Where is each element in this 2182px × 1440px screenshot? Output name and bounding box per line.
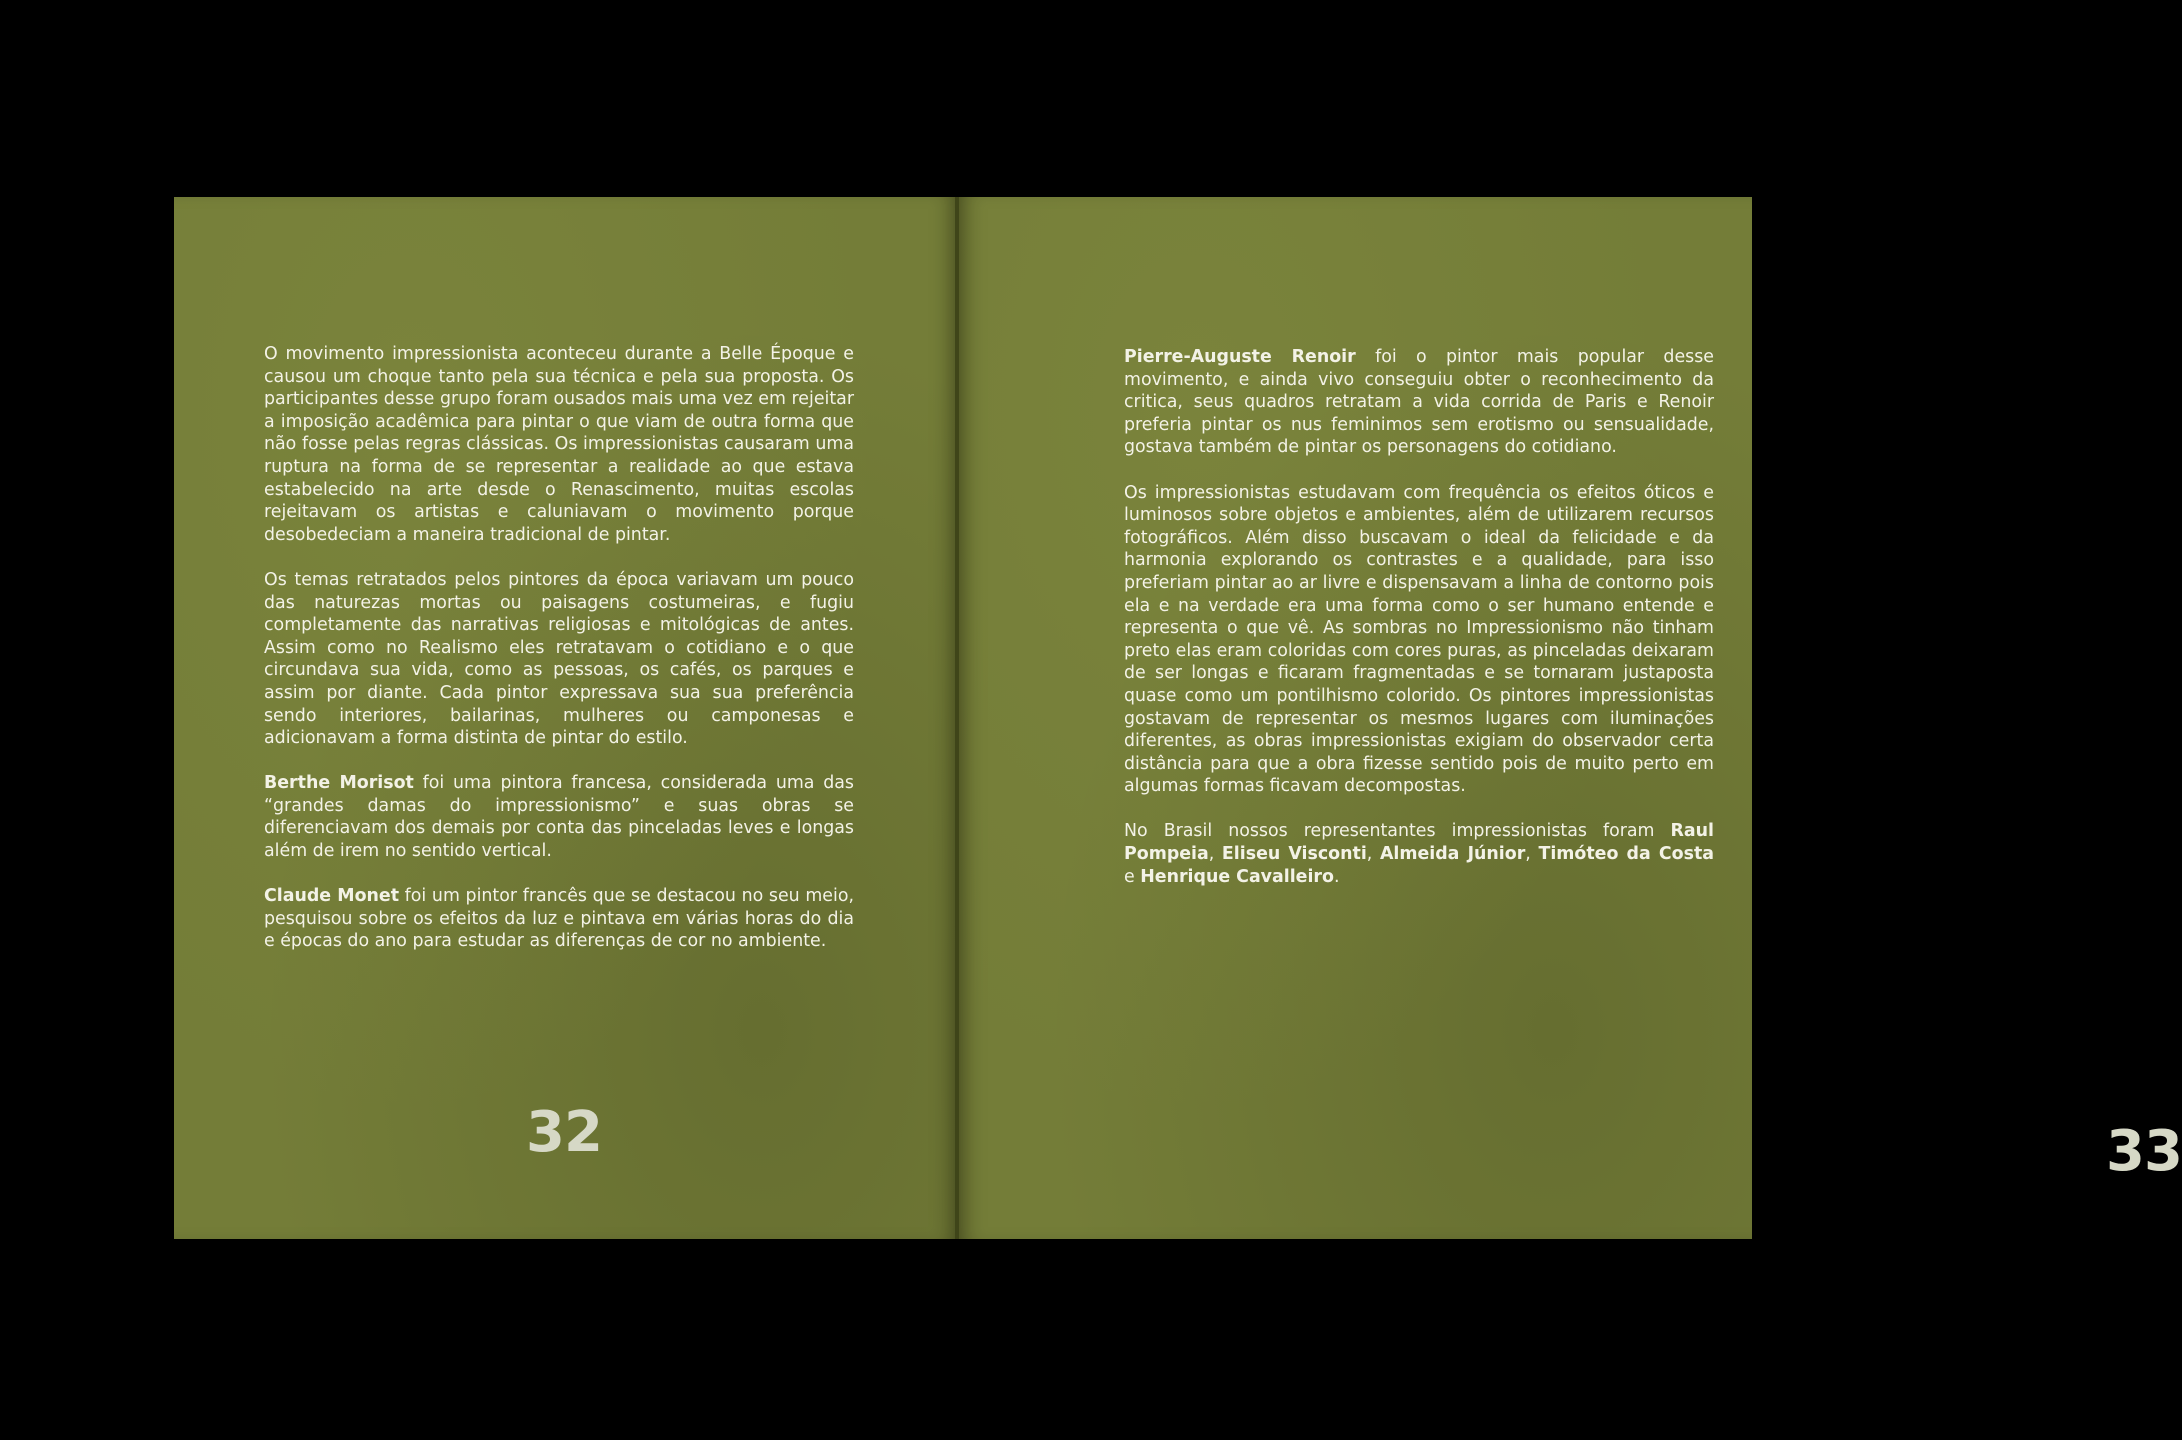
artist-name-almeida-junior: Almeida Júnior xyxy=(1379,844,1526,865)
text-segment: , xyxy=(1366,844,1380,865)
text-segment: No Brasil nossos representantes impressionistas foram xyxy=(1124,821,1671,842)
page-number-33: 33 xyxy=(2106,1119,2182,1184)
text-segment: , xyxy=(1208,844,1222,865)
left-paragraph-1 xyxy=(264,343,854,546)
text-segment: Os temas retratados pelos pintores da época variavam um pouco das naturezas mortas ou paisagens costumeiras, e fugiu completamente das narrativas religiosas e mitológicas de antes. Assim como no Realismo eles retratavam o cotidiano e o que circundava sua vida, como as pessoas, os cafés, os parques e assim por diante. Cada pintor expressava sua sua preferência sendo interiores, bailarinas, mulheres ou camponesas e adicionavam a forma distinta de pintar do estilo. xyxy=(264,569,854,749)
book-spread xyxy=(174,197,2182,1239)
right-page-body xyxy=(1124,346,1714,911)
artist-name-henrique-cavalleiro: Henrique Cavalleiro xyxy=(1140,866,1334,887)
text-segment: Os impressionistas estudavam com frequência os efeitos óticos e luminosos sobre objetos e ambientes, além de utilizarem recursos fotográficos. Além disso buscavam o ideal da felicidade e da harmonia explorando os contrastes e a qualidade, para isso preferiam pintar ao ar livre e dispensavam a linha de contorno pois ela e na verdade era uma forma como o ser humano entende e representa o que vê. As sombras no Impressionismo não tinham preto elas eram coloridas com cores puras, as pinceladas deixaram de ser longas e ficaram fragmentadas e se tornaram justaposta quase como um pontilhismo colorido. Os pintores impressionistas gostavam de representar os mesmos lugares com iluminações diferentes, as obras impressionistas exigiam do observador certa distância para que a obra fizesse sentido pois de muito perto em algumas formas ficavam decompostas. xyxy=(1124,482,1714,797)
book-gutter xyxy=(955,197,959,1239)
right-paragraph-3 xyxy=(1124,820,1714,888)
artist-name-berthe-morisot: Berthe Morisot xyxy=(264,773,414,794)
left-page xyxy=(174,197,958,1239)
left-paragraph-4 xyxy=(264,885,854,953)
left-paragraph-2 xyxy=(264,569,854,750)
page-number-32: 32 xyxy=(526,1100,602,1165)
artist-name-claude-monet: Claude Monet xyxy=(264,886,400,907)
text-segment: e xyxy=(1124,866,1141,887)
artist-name-renoir: Pierre-Auguste Renoir xyxy=(1124,347,1356,367)
artist-name-timoteo-da-costa: Timóteo da Costa xyxy=(1538,844,1714,865)
left-paragraph-3 xyxy=(264,772,854,862)
artist-name-eliseu-visconti: Eliseu Visconti xyxy=(1221,844,1367,865)
artist-name-raul-pompeia: Raul Pompeia xyxy=(1124,821,1714,865)
text-segment: , xyxy=(1525,844,1539,865)
right-paragraph-2 xyxy=(1124,482,1714,798)
text-segment: foi um pintor francês que se destacou no seu meio, pesquisou sobre os efeitos da luz e pintava em várias horas do dia e épocas do ano para estudar as diferenças de cor no ambiente. xyxy=(264,886,854,952)
left-page-body xyxy=(264,343,854,976)
text-segment: . xyxy=(1333,866,1340,887)
text-segment: foi uma pintora francesa, considerada uma das “grandes damas do impressionismo” e suas obras se diferenciavam dos demais por conta das pinceladas leves e longas além de irem no sentido vertical. xyxy=(264,773,854,862)
text-segment: foi o pintor mais popular desse movimento, e ainda vivo conseguiu obter o reconhecimento da critica, seus quadros retratam a vida corrida de Paris e Renoir preferia pintar os nus feminimos sem erotismo ou sensualidade, gostava também de pintar os personagens do cotidiano. xyxy=(1124,347,1714,458)
right-page xyxy=(958,197,2182,1239)
right-paragraph-1 xyxy=(1124,346,1714,459)
text-segment: O movimento impressionista aconteceu durante a Belle Époque e causou um choque tanto pela sua técnica e pela sua proposta. Os participantes desse grupo foram ousados mais uma vez em rejeitar a imposição acadêmica para pintar o que viam de outra forma que não fosse pelas regras clássicas. Os impressionistas causaram uma ruptura na forma de se representar a realidade ao que estava estabelecido na arte desde o Renascimento, muitas escolas rejeitavam os artistas e caluniavam o movimento porque desobedeciam a maneira tradicional de pintar. xyxy=(264,344,854,545)
